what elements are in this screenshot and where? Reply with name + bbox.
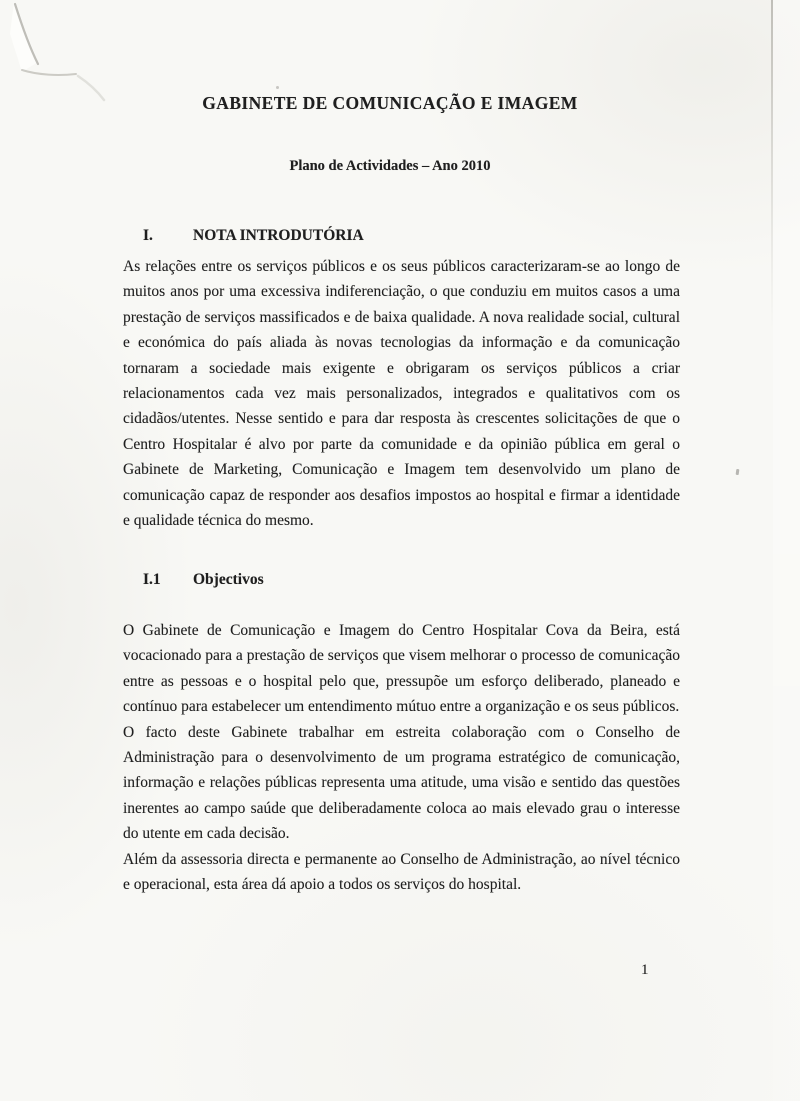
paper-speck — [276, 86, 279, 89]
paper-speck — [736, 469, 740, 475]
section-heading-objectivos — [143, 571, 264, 589]
section-title: Objectivos — [193, 571, 264, 588]
document-title: GABINETE DE COMUNICAÇÃO E IMAGEM — [202, 93, 578, 113]
section-heading-nota-introdutoria — [143, 227, 364, 245]
section-number: I.1 — [143, 571, 161, 588]
paragraph: Além da assessoria directa e permanente ao Conselho de Administração, ao nível técnico e operacional, esta área dá apoio a todos os serviços do hospital. — [123, 850, 680, 894]
section-number: I. — [143, 227, 153, 244]
paragraph: O facto deste Gabinete trabalhar em estreita colaboração com o Conselho de Administração para o desenvolvimento de um programa estratégico de comunicação, informação e relações públicas representa uma atitude, uma visão e sentido das questões inerentes ao campo saúde que deliberadamente coloca ao mais elevado grau o interesse do utente em cada decisão. — [123, 723, 680, 843]
section-body-objectivos — [123, 618, 680, 897]
page-number: 1 — [641, 962, 649, 978]
section-title: NOTA INTRODUTÓRIA — [193, 227, 364, 244]
paragraph: As relações entre os serviços públicos e os seus públicos caracterizaram-se ao longo de muitos anos por uma excessiva indiferenciação, o que conduziu em muitos casos a uma prestação de serviços massificados e de baixa qualidade. A nova realidade social, cultural e económica do país aliada às novas tecnologias da informação e da comunicação tornaram a sociedade mais exigente e obrigaram os serviços públicos a criar relacionamentos cada vez mais personalizados, integrados e qualitativos com os cidadãos/utentes. Nesse sentido e para dar resposta às crescentes solicitações de que o Centro Hospitalar é alvo por parte da comunidade e da opinião pública em geral o Gabinete de Marketing, Comunicação e Imagem tem desenvolvido um plano de comunicação capaz de responder aos desafios impostos ao hospital e firmar a identidade e qualidade técnica do mesmo. — [123, 258, 680, 530]
paragraph: O Gabinete de Comunicação e Imagem do Centro Hospitalar Cova da Beira, está vocacionado para a prestação de serviços que visem melhorar o processo de comunicação entre as pessoas e o hospital pelo que, pressupõe um esforço deliberado, planeado e contínuo para estabelecer um entendimento mútuo entre a organização e os seus públicos. — [123, 622, 680, 716]
document-subtitle: Plano de Actividades – Ano 2010 — [289, 158, 491, 174]
section-body-nota-introdutoria — [123, 254, 680, 533]
